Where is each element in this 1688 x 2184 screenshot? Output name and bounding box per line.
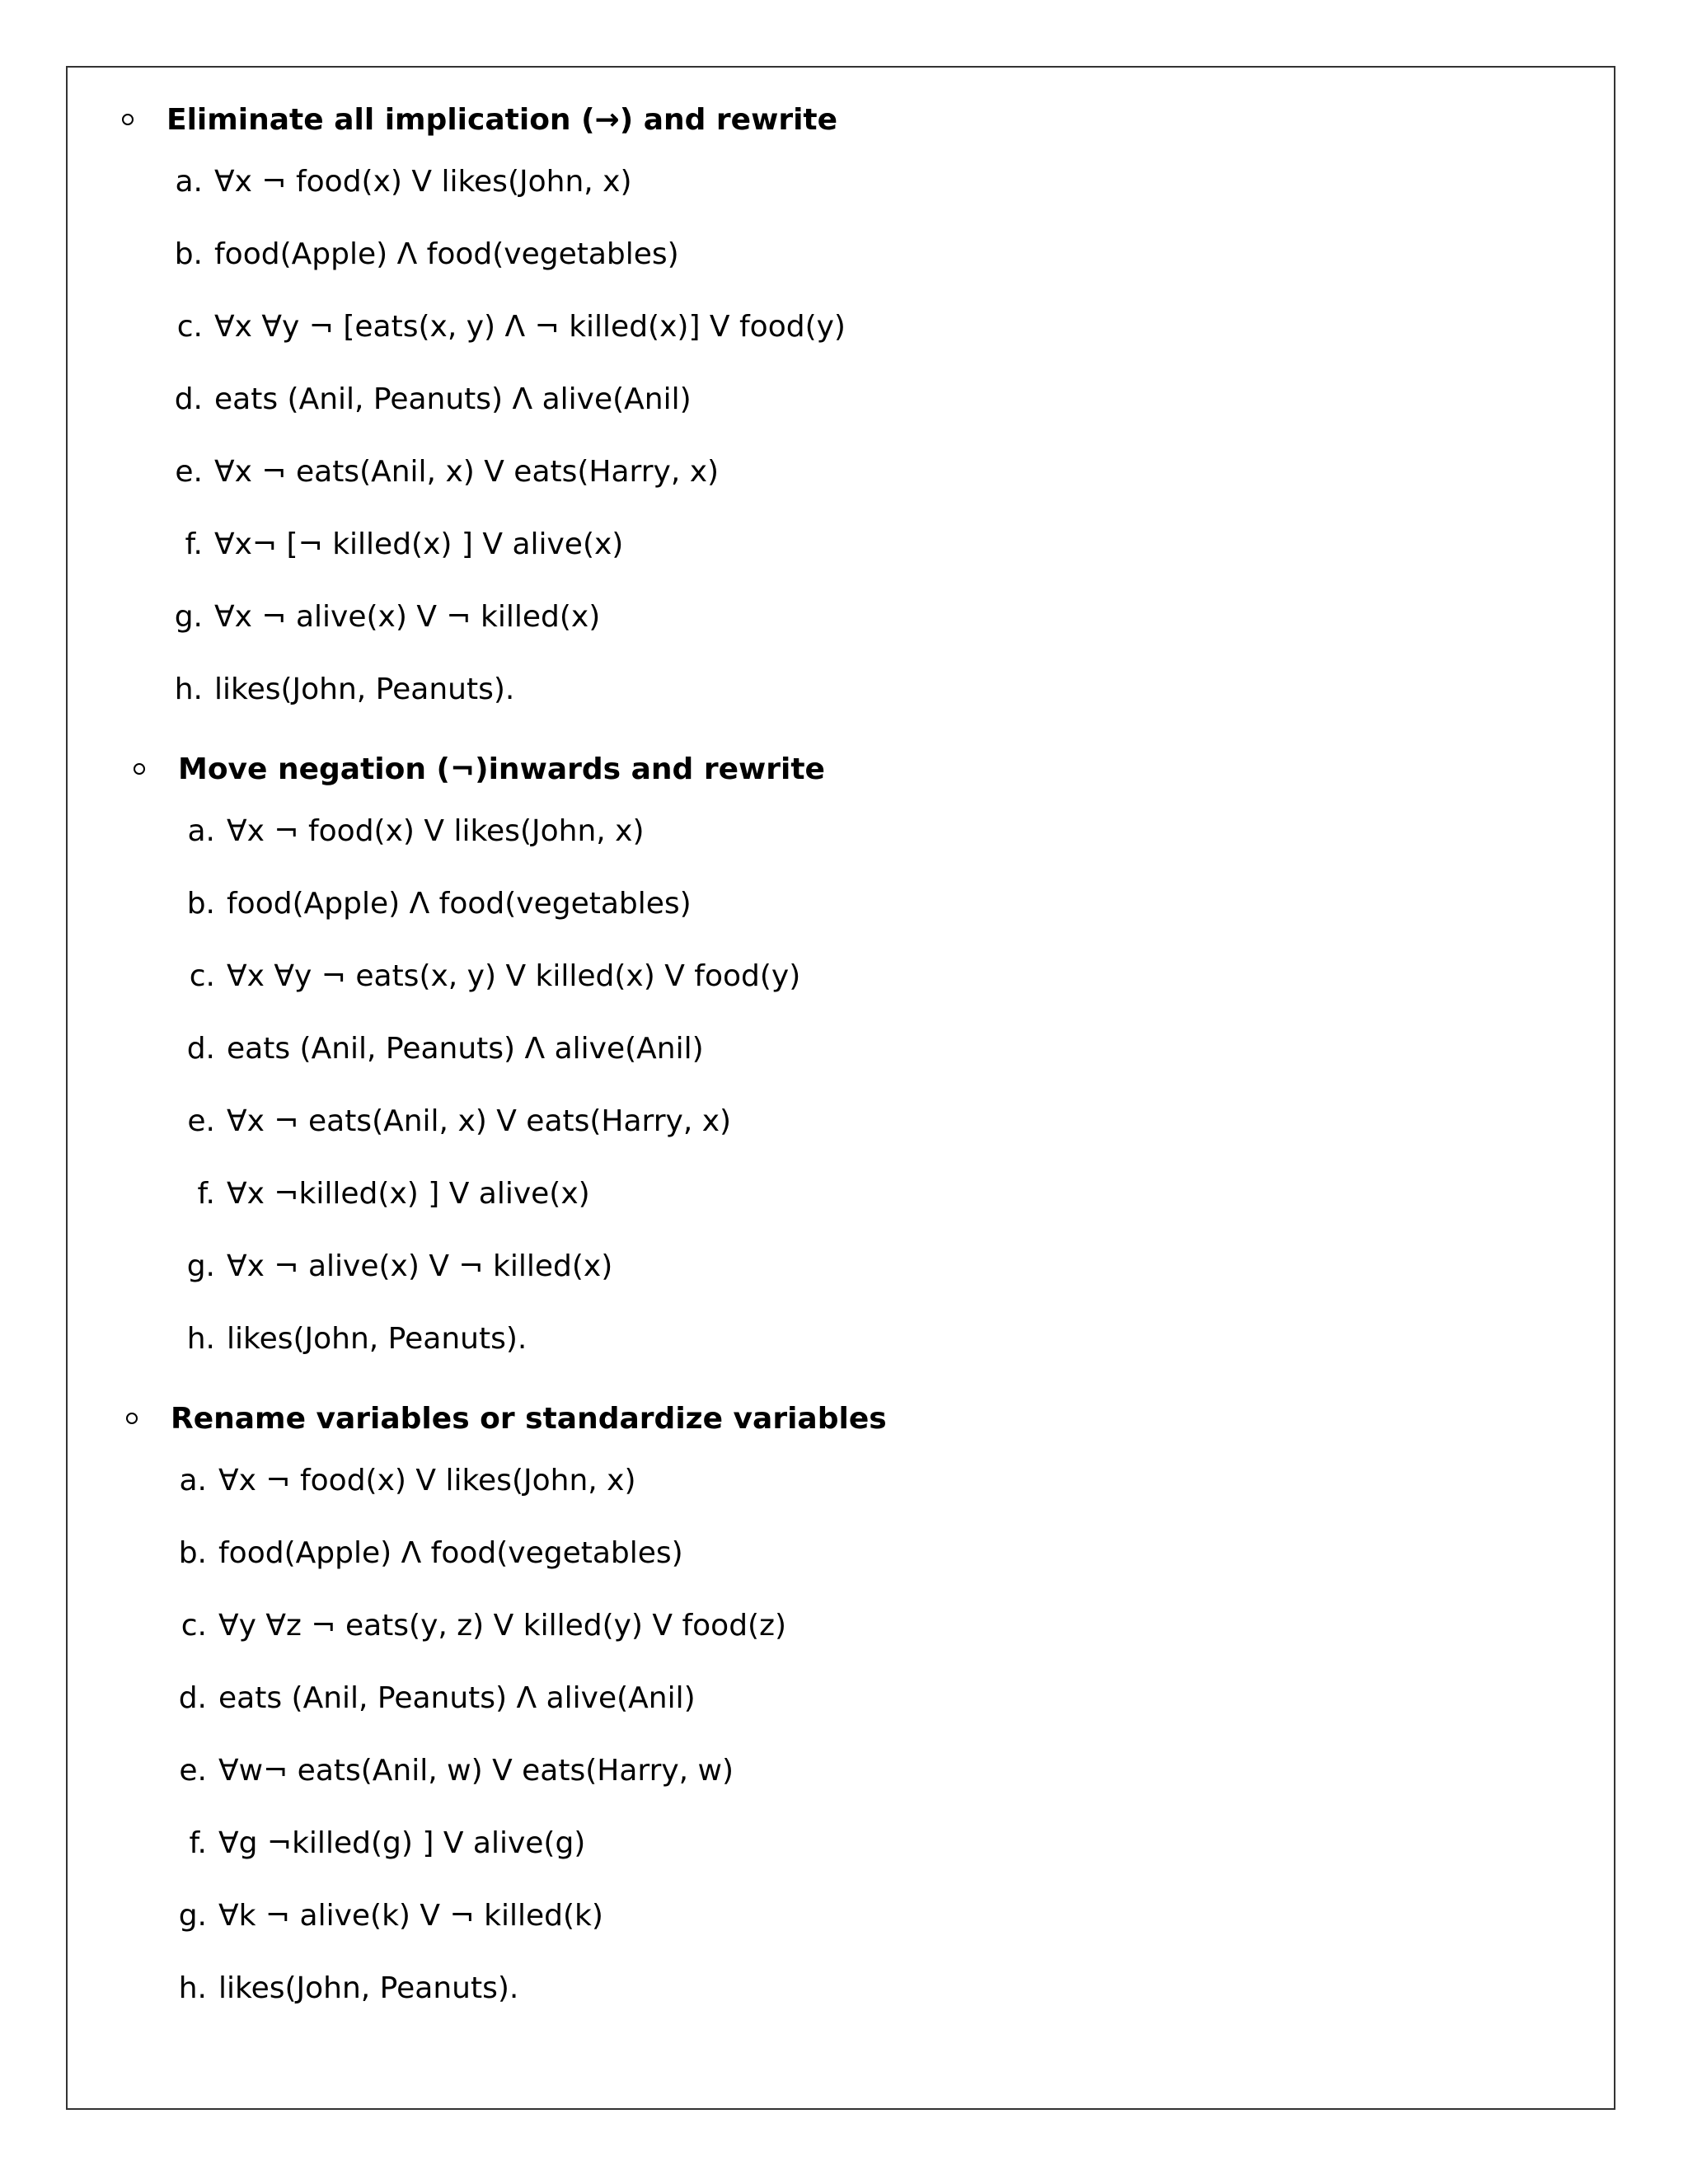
item-text: ∀k ¬ alive(k) V ¬ killed(k) [218,1899,603,1933]
circle-bullet-icon [122,114,134,125]
item-letter: e. [187,1104,215,1138]
list-item [165,673,514,717]
item-letter: b. [174,237,203,271]
list-item [169,1536,683,1581]
list-item [177,1249,612,1294]
item-text: eats (Anil, Peanuts) Λ alive(Anil) [218,1681,696,1715]
item-text: likes(John, Peanuts). [218,1971,519,2005]
item-letter: d. [174,382,203,416]
list-item [169,1681,696,1726]
list-item [177,1104,731,1149]
item-letter: h. [174,673,203,706]
item-letter: e. [175,455,203,489]
list-item [169,1826,585,1871]
list-item [169,1754,734,1798]
document-frame [66,66,1615,2110]
list-item [177,959,800,1004]
item-text: ∀x ¬killed(x) ] V alive(x) [227,1177,590,1211]
item-text: ∀w¬ eats(Anil, w) V eats(Harry, w) [218,1754,734,1788]
list-item [177,1322,527,1366]
item-text: ∀x ¬ eats(Anil, x) V eats(Harry, x) [214,455,720,489]
list-item [177,887,692,931]
item-text: food(Apple) Λ food(vegetables) [214,237,679,271]
item-text: ∀y ∀z ¬ eats(y, z) V killed(y) V food(z) [218,1609,787,1643]
item-text: eats (Anil, Peanuts) Λ alive(Anil) [227,1032,704,1066]
section-title: Move negation (¬)inwards and rewrite [178,752,825,786]
list-item [177,814,645,859]
item-letter: g. [178,1899,207,1933]
item-text: ∀x ¬ food(x) V likes(John, x) [214,165,632,199]
item-text: ∀g ¬killed(g) ] V alive(g) [218,1826,586,1860]
list-item [177,1177,590,1221]
item-letter: h. [178,1971,207,2005]
item-letter: c. [181,1609,207,1643]
item-letter: f. [185,527,203,561]
item-letter: a. [187,814,215,848]
circle-bullet-icon [126,1413,138,1424]
item-text: ∀x ∀y ¬ [eats(x, y) Λ ¬ killed(x)] V food(y) [214,310,846,344]
item-letter: a. [175,165,203,199]
list-item [169,1899,603,1943]
section-header-rename-variables [126,1396,887,1441]
item-text: likes(John, Peanuts). [227,1322,528,1356]
section-header-eliminate-implication [122,97,837,142]
item-letter: b. [178,1536,207,1570]
item-letter: a. [179,1464,207,1497]
item-letter: g. [174,600,203,634]
section-header-move-negation [134,747,825,791]
item-letter: e. [179,1754,207,1788]
item-text: likes(John, Peanuts). [214,673,515,706]
list-item [165,165,632,209]
item-text: ∀x ∀y ¬ eats(x, y) V killed(x) V food(y) [227,959,801,993]
item-letter: h. [186,1322,215,1356]
list-item [165,237,679,282]
circle-bullet-icon [134,763,145,775]
item-text: eats (Anil, Peanuts) Λ alive(Anil) [214,382,692,416]
list-item [165,310,846,354]
item-letter: c. [189,959,215,993]
item-letter: c. [176,310,203,344]
list-item [165,600,600,644]
section-title: Rename variables or standardize variables [171,1401,887,1436]
list-item [169,1609,786,1653]
item-text: ∀x ¬ food(x) V likes(John, x) [227,814,645,848]
list-item [165,382,692,427]
list-item [169,1464,636,1508]
section-title: Eliminate all implication (→) and rewrite [166,102,838,137]
item-text: food(Apple) Λ food(vegetables) [227,887,692,921]
item-letter: d. [186,1032,215,1066]
item-letter: g. [186,1249,215,1283]
item-letter: f. [197,1177,215,1211]
item-text: ∀x ¬ alive(x) V ¬ killed(x) [227,1249,613,1283]
list-item [177,1032,704,1076]
list-item [169,1971,518,2016]
list-item [165,455,719,499]
item-text: ∀x ¬ food(x) V likes(John, x) [218,1464,636,1497]
list-item [165,527,623,572]
item-letter: d. [178,1681,207,1715]
item-letter: b. [186,887,215,921]
item-text: ∀x¬ [¬ killed(x) ] V alive(x) [214,527,624,561]
item-text: ∀x ¬ alive(x) V ¬ killed(x) [214,600,601,634]
item-letter: f. [189,1826,207,1860]
item-text: food(Apple) Λ food(vegetables) [218,1536,683,1570]
item-text: ∀x ¬ eats(Anil, x) V eats(Harry, x) [227,1104,732,1138]
